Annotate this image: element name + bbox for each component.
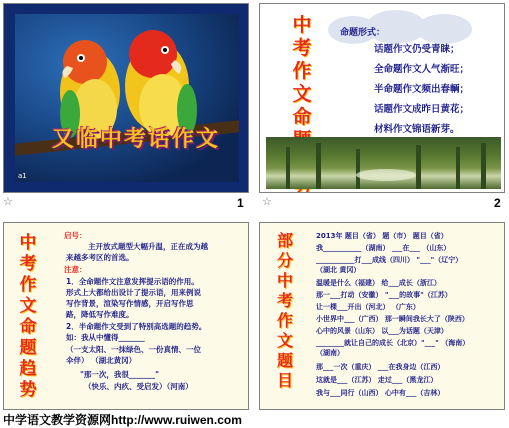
slide-3-para1-line: 来越多考区的首选。 [66, 253, 134, 262]
slide-3-para2-line: 形式上大都给出设计了提示语，用来例说 [66, 288, 201, 297]
slide-2-line: 话题作文成昨日黄花； [374, 104, 470, 115]
slide-4-row: 2013年 题目（省） 题（市） 题目（省） [316, 232, 448, 240]
slide-4-row: 心中的风景（山东） 以___为话题（天津） [316, 327, 448, 335]
slide-3-para2-line: 1．全命题作文注意发挥提示语的作用。 [66, 277, 199, 286]
slide-2-line: 话题作文仍受青睐； [374, 44, 460, 55]
slide-3-heading-2: 注意： [64, 265, 87, 274]
slide-3-heading-1: 启号： [64, 231, 87, 240]
slide-4-row: ________就让自己的成长（北京）"___" （海南） [316, 339, 470, 347]
slide-4-row: （湖南） [316, 349, 344, 357]
slide-3-para2-line: 2．半命题作文受到了特别高选题的趋势。 [66, 322, 207, 331]
slide-4-row: 小世界中___（广西） 那一瞬间我长大了（陕西） [316, 315, 469, 323]
slide-4-row: 我与___同行（山西） 心中有___（吉林） [316, 389, 445, 397]
star-icon[interactable]: ☆ [262, 195, 272, 208]
slide-3-para2-line: 路，降低写作难度。 [66, 310, 134, 319]
slide-3-para2-line: "那一次，我很_______" [80, 370, 160, 379]
slide-2-vertical-title: 中考作文命 [292, 14, 312, 128]
slide-4-row: 我___________（湖南） ___在___ （山东） [316, 244, 451, 252]
slide-1-tag: a1 [18, 172, 27, 180]
parrots-illustration [15, 14, 239, 182]
slide-4-vertical-title: 部分中考作文题目 [276, 231, 293, 390]
slide-4-row: 这就是___（江苏） 走过___（黑龙江） [316, 376, 438, 384]
slide-3-para2-line: 伞伴） （湖北黄冈） [66, 356, 137, 365]
slide-3-para2-line: （一支太阳、一抹绿色、一份真情、一位 [66, 345, 201, 354]
slide-1-title: 又临中考话作文 [52, 126, 221, 152]
slide-1-thumbnail[interactable] [3, 3, 249, 193]
slide-2-label: 命题形式： [340, 28, 386, 38]
slide-4-row: ___________打___成线（四川） "___"（辽宁） [316, 256, 463, 264]
footer-watermark: 中学语文教学资源网http://www.ruiwen.com [3, 413, 242, 427]
slide-3-para2-line: 如：我从中懂得_______ [66, 333, 145, 342]
slide-3-vertical-title: 中考作文命题趋势 [19, 233, 37, 400]
parrots-photo [15, 14, 239, 182]
slide-2-thumbnail[interactable] [259, 3, 505, 193]
slide-4-row: （湖北 黄冈） [316, 266, 361, 274]
slide-2-line: 全命题作文人气渐旺； [374, 64, 470, 75]
slide-3-para1-line: 主开放式题型大幅升温，正在成为越 [88, 242, 208, 251]
slide-4-thumbnail[interactable] [259, 222, 505, 410]
slide-4-row: 那一___打动（安徽） "___的故事"（江苏） [316, 291, 452, 299]
slide-3-para2-line: （快乐、内疚、受启发）（河南） [84, 382, 193, 391]
slide-2-line: 半命题作文频出春輌； [374, 84, 470, 95]
slide-2-line: 材料作文锦语新芽。 [374, 124, 460, 135]
slide-3-para2-line: 写作背景，渲染写作情感，开启写作思 [66, 299, 194, 308]
forest-photo [266, 137, 501, 189]
slide-4-row: 温暖是什么（福建） 给___成长（浙江） [316, 279, 441, 287]
slide-3-thumbnail[interactable] [3, 222, 249, 410]
slide-1-number: 1 [237, 196, 244, 210]
slide-2-number: 2 [494, 196, 501, 210]
slide-4-row: 让一棵___开出（河北） （广东） [316, 303, 420, 311]
star-icon[interactable]: ☆ [3, 195, 13, 208]
slide-4-row: 那___一次（重庆） ___在我身边（江西） [316, 363, 445, 371]
